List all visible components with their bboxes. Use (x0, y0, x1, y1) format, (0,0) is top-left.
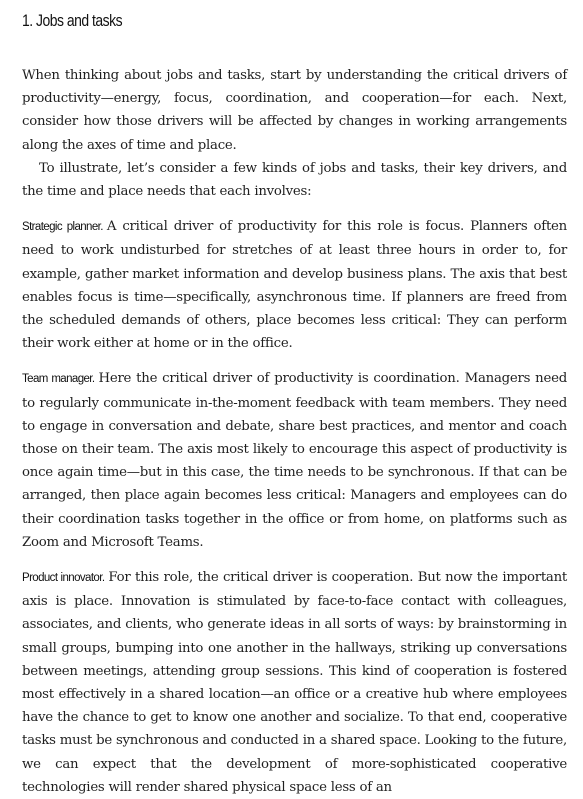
body-text (22, 64, 567, 799)
strategic-planner-label: Strategic planner. (22, 221, 103, 234)
illustrate-paragraph: To illustrate, let’s consider a few kinds of jobs and tasks, their key drivers, and the time and place needs that each involves: (22, 160, 567, 200)
strategic-planner-text: A critical driver of productivity for this role is focus. Planners often need to work undisturbed for stretches of at least three hours in order to, for example, gather market information and develop business plans. The axis that best enables focus is time—specifically, asynchronous time. If planners are freed from the scheduled demands of others, place becomes less critical: They can perform their work either at home or in the office. (22, 219, 567, 352)
team-manager-label: Team manager. (22, 373, 95, 386)
team-manager-text: Here the critical driver of productivity is coordination. Managers need to regularly communicate in-the-moment feedback with team members. They need to engage in conversation and debate, share best practices, and mentor and coach those on their team. The axis most likely to encourage this aspect of productivity is once again time—but in this case, the time needs to be synchronous. If that can be arranged, then place again becomes less critical: Managers and employees can do their coordination tasks together in the office or from home, on platforms such as Zoom and Microsoft Teams. (22, 371, 567, 550)
product-innovator-text: For this role, the critical driver is cooperation. But now the important axis is place. Innovation is stimulated by face-to-face contact with colleagues, associates, and clients, who generate ideas in all sorts of ways: by brainstorming in small groups, bumping into one another in the hallways, striking up conversations between meetings, attending group sessions. This kind of cooperation is fostered most effectively in a shared location—an office or a creative hub where employees have the chance to get to know one another and socialize. To that end, cooperative tasks must be synchronous and conducted in a shared space. Looking to the future, we can expect that the development of more-sophisticated cooperative technologies will render shared physical space less of an (22, 570, 567, 795)
team-manager-paragraph (22, 367, 567, 554)
product-innovator-label: Product innovator. (22, 572, 105, 585)
product-innovator-paragraph (22, 566, 567, 799)
section-heading: 1. Jobs and tasks (22, 11, 123, 30)
strategic-planner-paragraph (22, 215, 567, 355)
intro-paragraph: When thinking about jobs and tasks, start by understanding the critical drivers of productivity—energy, focus, coordination, and cooperation—for each. Next, consider how those drivers will be affected by changes in working arrangements along the axes of time and place. (22, 68, 567, 153)
